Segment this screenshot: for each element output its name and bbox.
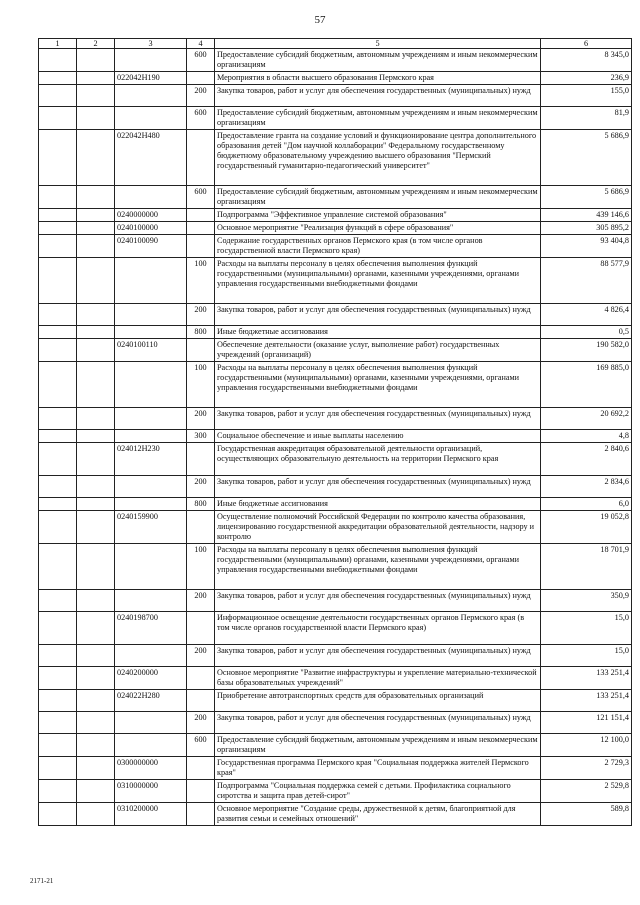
item-description: Основное мероприятие "Развитие инфраструктуры и укрепление материально-технической базы образовательных учреждений" (215, 667, 541, 690)
table-row (39, 304, 632, 326)
amount-value: 2 729,3 (541, 757, 632, 780)
table-row (39, 803, 632, 826)
target-article-code: 022042Н190 (115, 72, 187, 85)
cell-col-2 (77, 690, 115, 712)
amount-value: 5 686,9 (541, 130, 632, 186)
cell-col-2 (77, 85, 115, 107)
target-article-code (115, 734, 187, 757)
amount-value: 236,9 (541, 72, 632, 85)
table-row (39, 712, 632, 734)
cell-col-1 (39, 544, 77, 590)
item-description: Закупка товаров, работ и услуг для обеспечения государственных (муниципальных) нужд (215, 304, 541, 326)
target-article-code: 024012Н230 (115, 443, 187, 476)
cell-col-1 (39, 362, 77, 408)
expense-type-code: 200 (187, 712, 215, 734)
cell-col-2 (77, 443, 115, 476)
cell-col-2 (77, 326, 115, 339)
amount-value: 4 826,4 (541, 304, 632, 326)
expense-type-code: 200 (187, 590, 215, 612)
cell-col-2 (77, 304, 115, 326)
cell-col-1 (39, 209, 77, 222)
amount-value: 133 251,4 (541, 690, 632, 712)
expense-type-code: 300 (187, 430, 215, 443)
cell-col-2 (77, 107, 115, 130)
cell-col-1 (39, 712, 77, 734)
cell-col-2 (77, 803, 115, 826)
target-article-code: 0240159900 (115, 511, 187, 544)
cell-col-1 (39, 645, 77, 667)
expense-type-code: 200 (187, 476, 215, 498)
item-description: Предоставление субсидий бюджетным, автономным учреждениям и иным некоммерческим организациям (215, 49, 541, 72)
cell-col-2 (77, 667, 115, 690)
table-row (39, 235, 632, 258)
table-row (39, 72, 632, 85)
cell-col-2 (77, 186, 115, 209)
amount-value: 88 577,9 (541, 258, 632, 304)
item-description: Основное мероприятие "Реализация функций в сфере образования" (215, 222, 541, 235)
table-row (39, 498, 632, 511)
cell-col-2 (77, 544, 115, 590)
cell-col-2 (77, 72, 115, 85)
header-col-4: 4 (187, 39, 215, 49)
table-row (39, 85, 632, 107)
amount-value: 121 151,4 (541, 712, 632, 734)
target-article-code (115, 49, 187, 72)
cell-col-2 (77, 757, 115, 780)
item-description: Закупка товаров, работ и услуг для обеспечения государственных (муниципальных) нужд (215, 408, 541, 430)
cell-col-1 (39, 498, 77, 511)
expense-type-code (187, 130, 215, 186)
budget-table (38, 38, 632, 826)
cell-col-1 (39, 235, 77, 258)
target-article-code: 0240100000 (115, 222, 187, 235)
amount-value: 15,0 (541, 645, 632, 667)
item-description: Подпрограмма "Эффективное управление системой образования" (215, 209, 541, 222)
amount-value: 81,9 (541, 107, 632, 130)
cell-col-1 (39, 690, 77, 712)
table-row (39, 326, 632, 339)
cell-col-2 (77, 498, 115, 511)
item-description: Закупка товаров, работ и услуг для обеспечения государственных (муниципальных) нужд (215, 712, 541, 734)
target-article-code (115, 362, 187, 408)
cell-col-1 (39, 258, 77, 304)
cell-col-2 (77, 612, 115, 645)
cell-col-1 (39, 803, 77, 826)
expense-type-code: 600 (187, 107, 215, 130)
table-row (39, 590, 632, 612)
cell-col-1 (39, 590, 77, 612)
amount-value: 350,9 (541, 590, 632, 612)
amount-value: 5 686,9 (541, 186, 632, 209)
target-article-code (115, 430, 187, 443)
table-row (39, 339, 632, 362)
amount-value: 133 251,4 (541, 667, 632, 690)
expense-type-code: 200 (187, 408, 215, 430)
table-row (39, 209, 632, 222)
item-description: Содержание государственных органов Пермского края (в том числе органов государственной власти Пермского края) (215, 235, 541, 258)
amount-value: 2 834,6 (541, 476, 632, 498)
expense-type-code (187, 780, 215, 803)
target-article-code (115, 326, 187, 339)
amount-value: 155,0 (541, 85, 632, 107)
table-row (39, 430, 632, 443)
item-description: Расходы на выплаты персоналу в целях обеспечения выполнения функций государственными (муниципальными) органами, казенными учреждениями, органами управления государственными внебюджетными фондами (215, 362, 541, 408)
amount-value: 6,0 (541, 498, 632, 511)
expense-type-code: 200 (187, 85, 215, 107)
expense-type-code: 600 (187, 186, 215, 209)
table-row (39, 362, 632, 408)
header-col-1: 1 (39, 39, 77, 49)
target-article-code (115, 408, 187, 430)
table-row (39, 612, 632, 645)
expense-type-code: 800 (187, 326, 215, 339)
table-row (39, 734, 632, 757)
table-row (39, 690, 632, 712)
cell-col-2 (77, 209, 115, 222)
amount-value: 439 146,6 (541, 209, 632, 222)
amount-value: 12 100,0 (541, 734, 632, 757)
cell-col-1 (39, 222, 77, 235)
item-description: Предоставление субсидий бюджетным, автономным учреждениям и иным некоммерческим организациям (215, 186, 541, 209)
cell-col-1 (39, 326, 77, 339)
expense-type-code (187, 72, 215, 85)
amount-value: 4,8 (541, 430, 632, 443)
expense-type-code (187, 757, 215, 780)
cell-col-1 (39, 304, 77, 326)
item-description: Мероприятия в области высшего образования Пермского края (215, 72, 541, 85)
cell-col-2 (77, 408, 115, 430)
amount-value: 15,0 (541, 612, 632, 645)
item-description: Закупка товаров, работ и услуг для обеспечения государственных (муниципальных) нужд (215, 645, 541, 667)
cell-col-2 (77, 476, 115, 498)
target-article-code: 0240000000 (115, 209, 187, 222)
target-article-code: 0240200000 (115, 667, 187, 690)
item-description: Иные бюджетные ассигнования (215, 326, 541, 339)
cell-col-1 (39, 667, 77, 690)
table-row (39, 443, 632, 476)
table-row (39, 222, 632, 235)
cell-col-2 (77, 362, 115, 408)
target-article-code (115, 186, 187, 209)
cell-col-1 (39, 408, 77, 430)
target-article-code: 024022Н280 (115, 690, 187, 712)
cell-col-2 (77, 780, 115, 803)
target-article-code (115, 258, 187, 304)
cell-col-1 (39, 130, 77, 186)
cell-col-1 (39, 186, 77, 209)
item-description: Предоставление гранта на создание условий и функционирование центра дополнительного образования детей "Дом научной коллаборации" Федеральному государственному бюджетному образовательному учреждению высшего образования "Пермский государственный гуманитарно-педагогический университет" (215, 130, 541, 186)
table-body (39, 49, 632, 826)
expense-type-code (187, 222, 215, 235)
item-description: Подпрограмма "Социальная поддержка семей с детьми. Профилактика социального сиротства и защита прав детей-сирот" (215, 780, 541, 803)
expense-type-code: 800 (187, 498, 215, 511)
expense-type-code (187, 690, 215, 712)
item-description: Предоставление субсидий бюджетным, автономным учреждениям и иным некоммерческим организациям (215, 107, 541, 130)
header-col-6: 6 (541, 39, 632, 49)
amount-value: 0,5 (541, 326, 632, 339)
target-article-code: 0240198700 (115, 612, 187, 645)
cell-col-2 (77, 130, 115, 186)
expense-type-code (187, 803, 215, 826)
item-description: Социальное обеспечение и иные выплаты населению (215, 430, 541, 443)
table-row (39, 130, 632, 186)
header-col-3: 3 (115, 39, 187, 49)
expense-type-code (187, 443, 215, 476)
cell-col-1 (39, 430, 77, 443)
table-row (39, 757, 632, 780)
header-col-2: 2 (77, 39, 115, 49)
expense-type-code: 100 (187, 544, 215, 590)
cell-col-2 (77, 645, 115, 667)
target-article-code (115, 85, 187, 107)
expense-type-code: 100 (187, 258, 215, 304)
target-article-code: 0310000000 (115, 780, 187, 803)
cell-col-1 (39, 49, 77, 72)
table-row (39, 645, 632, 667)
item-description: Расходы на выплаты персоналу в целях обеспечения выполнения функций государственными (муниципальными) органами, казенными учреждениями, органами управления государственными внебюджетными фондами (215, 544, 541, 590)
cell-col-1 (39, 107, 77, 130)
table-row (39, 107, 632, 130)
item-description: Государственная программа Пермского края "Социальная поддержка жителей Пермского края" (215, 757, 541, 780)
target-article-code (115, 498, 187, 511)
amount-value: 20 692,2 (541, 408, 632, 430)
cell-col-1 (39, 443, 77, 476)
cell-col-2 (77, 511, 115, 544)
amount-value: 190 582,0 (541, 339, 632, 362)
amount-value: 93 404,8 (541, 235, 632, 258)
cell-col-1 (39, 734, 77, 757)
item-description: Обеспечение деятельности (оказание услуг, выполнение работ) государственных учреждений (организаций) (215, 339, 541, 362)
item-description: Закупка товаров, работ и услуг для обеспечения государственных (муниципальных) нужд (215, 476, 541, 498)
cell-col-1 (39, 85, 77, 107)
target-article-code (115, 645, 187, 667)
item-description: Расходы на выплаты персоналу в целях обеспечения выполнения функций государственными (муниципальными) органами, казенными учреждениями, органами управления государственными внебюджетными фондами (215, 258, 541, 304)
target-article-code: 0240100090 (115, 235, 187, 258)
header-row (39, 39, 632, 49)
table-row (39, 780, 632, 803)
cell-col-2 (77, 430, 115, 443)
table-row (39, 49, 632, 72)
target-article-code: 0240100110 (115, 339, 187, 362)
target-article-code: 0310200000 (115, 803, 187, 826)
expense-type-code: 600 (187, 49, 215, 72)
cell-col-2 (77, 734, 115, 757)
cell-col-1 (39, 757, 77, 780)
item-description: Иные бюджетные ассигнования (215, 498, 541, 511)
expense-type-code: 200 (187, 304, 215, 326)
item-description: Закупка товаров, работ и услуг для обеспечения государственных (муниципальных) нужд (215, 85, 541, 107)
table-row (39, 186, 632, 209)
cell-col-2 (77, 49, 115, 72)
amount-value: 2 840,6 (541, 443, 632, 476)
item-description: Государственная аккредитация образовательной деятельности организаций, осуществляющих образовательную деятельность на территории Пермского края (215, 443, 541, 476)
cell-col-2 (77, 712, 115, 734)
footer-code: 2171-21 (30, 877, 54, 885)
amount-value: 589,8 (541, 803, 632, 826)
cell-col-2 (77, 590, 115, 612)
expense-type-code (187, 612, 215, 645)
cell-col-2 (77, 258, 115, 304)
item-description: Осуществление полномочий Российской Федерации по контролю качества образования, лицензированию государственной аккредитации образовательной деятельности, надзору и контролю (215, 511, 541, 544)
expense-type-code: 600 (187, 734, 215, 757)
item-description: Приобретение автотранспортных средств для образовательных организаций (215, 690, 541, 712)
target-article-code (115, 304, 187, 326)
cell-col-2 (77, 222, 115, 235)
cell-col-1 (39, 511, 77, 544)
cell-col-1 (39, 339, 77, 362)
table-row (39, 544, 632, 590)
amount-value: 18 701,9 (541, 544, 632, 590)
target-article-code (115, 544, 187, 590)
target-article-code: 0300000000 (115, 757, 187, 780)
item-description: Закупка товаров, работ и услуг для обеспечения государственных (муниципальных) нужд (215, 590, 541, 612)
item-description: Информационное освещение деятельности государственных органов Пермского края (в том числе органов государственной власти Пермского края) (215, 612, 541, 645)
cell-col-1 (39, 612, 77, 645)
table-row (39, 667, 632, 690)
expense-type-code: 100 (187, 362, 215, 408)
cell-col-2 (77, 235, 115, 258)
table-row (39, 511, 632, 544)
expense-type-code (187, 511, 215, 544)
cell-col-1 (39, 476, 77, 498)
expense-type-code (187, 339, 215, 362)
expense-type-code (187, 209, 215, 222)
amount-value: 169 885,0 (541, 362, 632, 408)
target-article-code (115, 476, 187, 498)
cell-col-1 (39, 72, 77, 85)
target-article-code: 022042Н480 (115, 130, 187, 186)
expense-type-code (187, 235, 215, 258)
target-article-code (115, 107, 187, 130)
target-article-code (115, 712, 187, 734)
header-col-5: 5 (215, 39, 541, 49)
cell-col-1 (39, 780, 77, 803)
amount-value: 305 895,2 (541, 222, 632, 235)
amount-value: 19 052,8 (541, 511, 632, 544)
table-row (39, 476, 632, 498)
expense-type-code: 200 (187, 645, 215, 667)
target-article-code (115, 590, 187, 612)
table-row (39, 408, 632, 430)
item-description: Основное мероприятие "Создание среды, дружественной к детям, благоприятной для развития семьи и семейных отношений" (215, 803, 541, 826)
item-description: Предоставление субсидий бюджетным, автономным учреждениям и иным некоммерческим организациям (215, 734, 541, 757)
amount-value: 8 345,0 (541, 49, 632, 72)
table-row (39, 258, 632, 304)
cell-col-2 (77, 339, 115, 362)
amount-value: 2 529,8 (541, 780, 632, 803)
expense-type-code (187, 667, 215, 690)
page-number: 57 (314, 14, 326, 26)
